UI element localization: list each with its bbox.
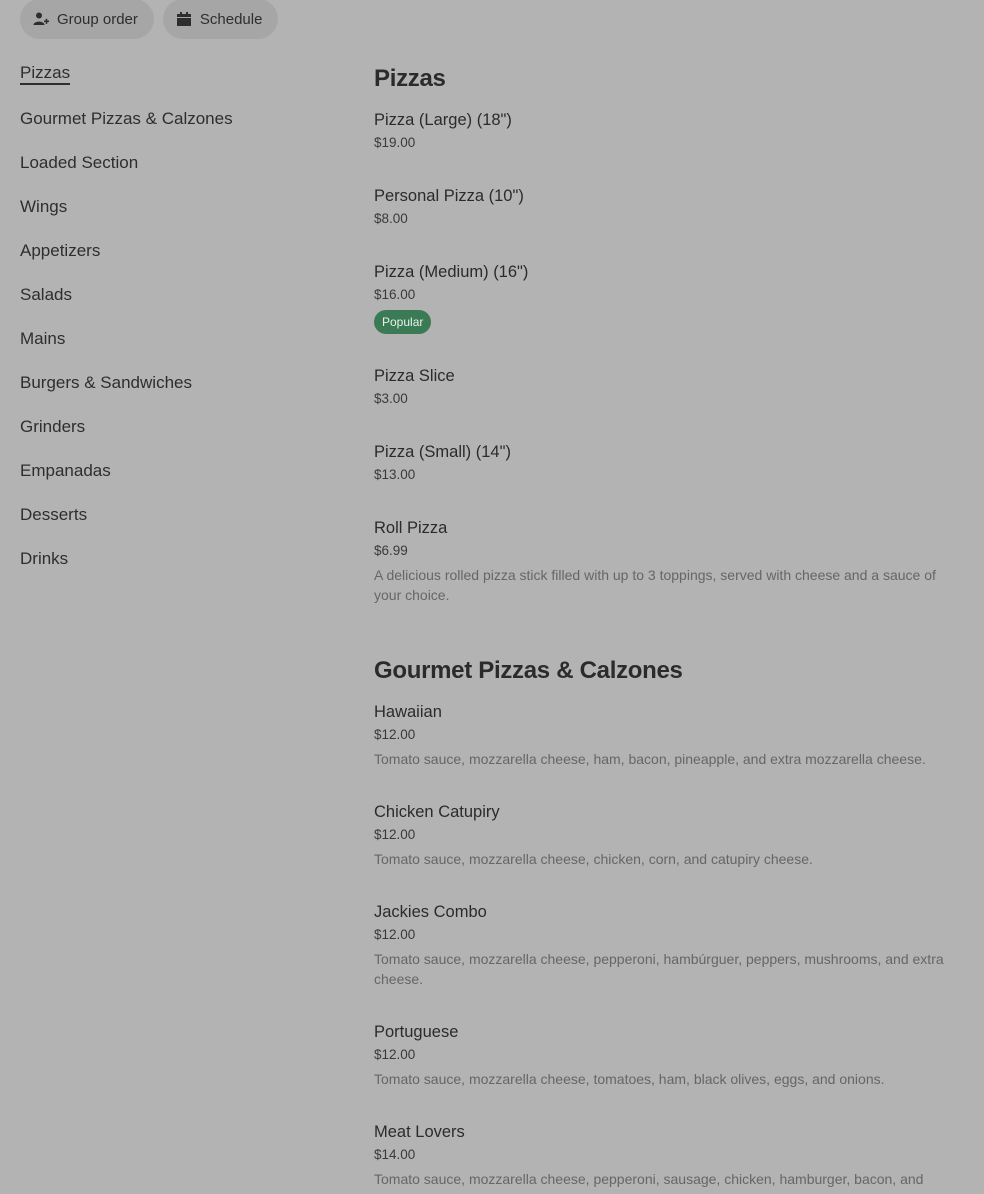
item-price: $6.99	[374, 543, 408, 558]
item-description: Tomato sauce, mozzarella cheese, pepperoni, hambúrguer, peppers, mushrooms, and extra cheese.	[374, 951, 944, 987]
menu-item[interactable]	[374, 800, 964, 900]
schedule-button[interactable]	[163, 0, 279, 39]
item-price: $12.00	[374, 1047, 416, 1062]
item-name: Pizza (Small) (14")	[374, 443, 511, 461]
item-description: Tomato sauce, mozzarella cheese, pepperoni, sausage, chicken, hamburger, bacon, and	[374, 1171, 924, 1187]
sidebar-item-drinks[interactable]: Drinks	[20, 549, 69, 568]
menu-item[interactable]	[374, 1120, 964, 1194]
item-name: Roll Pizza	[374, 519, 448, 537]
item-name: Hawaiian	[374, 703, 442, 721]
item-name: Pizza (Large) (18")	[374, 111, 512, 129]
item-description: Tomato sauce, mozzarella cheese, chicken, corn, and catupiry cheese.	[374, 851, 813, 867]
sidebar-item-pizzas[interactable]: Pizzas	[20, 61, 340, 107]
menu-item[interactable]	[374, 184, 964, 260]
item-price: $16.00	[374, 287, 416, 302]
sidebar-item-salads[interactable]: Salads	[20, 285, 72, 304]
sidebar-item-loaded-section[interactable]: Loaded Section	[20, 153, 139, 172]
popular-badge: Popular	[374, 310, 431, 334]
schedule-label: Schedule	[199, 10, 263, 28]
item-price: $12.00	[374, 727, 416, 742]
sidebar-item-appetizers[interactable]: Appetizers	[20, 241, 101, 260]
item-name: Portuguese	[374, 1023, 459, 1041]
menu-content	[374, 62, 964, 1194]
sidebar-item-gourmet-pizzas[interactable]: Gourmet Pizzas & Calzones	[20, 109, 233, 128]
category-sidebar	[20, 61, 340, 591]
menu-item[interactable]	[374, 700, 964, 800]
group-order-button[interactable]	[20, 0, 154, 39]
menu-item[interactable]	[374, 440, 964, 516]
section-title: Gourmet Pizzas & Calzones	[374, 657, 683, 684]
item-name: Pizza Slice	[374, 367, 455, 385]
item-description: A delicious rolled pizza stick filled with up to 3 toppings, served with cheese and a sauce of your choice.	[374, 567, 936, 603]
menu-item[interactable]	[374, 364, 964, 440]
item-price: $12.00	[374, 827, 416, 842]
add-person-icon	[33, 11, 49, 27]
item-price: $19.00	[374, 135, 416, 150]
item-name: Personal Pizza (10")	[374, 187, 524, 205]
section-pizzas	[374, 62, 964, 654]
item-name: Chicken Catupiry	[374, 803, 500, 821]
item-name: Meat Lovers	[374, 1123, 465, 1141]
menu-item[interactable]	[374, 900, 964, 1020]
menu-item[interactable]	[374, 516, 964, 654]
item-name: Pizza (Medium) (16")	[374, 263, 529, 281]
item-description: Tomato sauce, mozzarella cheese, tomatoes, ham, black olives, eggs, and onions.	[374, 1071, 885, 1087]
item-price: $14.00	[374, 1147, 416, 1162]
section-title: Pizzas	[374, 65, 446, 92]
sidebar-item-mains[interactable]: Mains	[20, 329, 66, 348]
sidebar-item-empanadas[interactable]: Empanadas	[20, 461, 111, 480]
item-price: $13.00	[374, 467, 416, 482]
menu-item[interactable]	[374, 260, 964, 364]
top-actions	[20, 0, 278, 39]
sidebar-item-desserts[interactable]: Desserts	[20, 505, 88, 524]
sidebar-item-wings[interactable]: Wings	[20, 197, 68, 216]
item-price: $8.00	[374, 211, 408, 226]
menu-item[interactable]	[374, 108, 964, 184]
item-price: $12.00	[374, 927, 416, 942]
section-gourmet-pizzas	[374, 654, 964, 1194]
sidebar-item-burgers[interactable]: Burgers & Sandwiches	[20, 373, 192, 392]
menu-item[interactable]	[374, 1020, 964, 1120]
item-name: Jackies Combo	[374, 903, 487, 921]
item-price: $3.00	[374, 391, 408, 406]
sidebar-item-grinders[interactable]: Grinders	[20, 417, 86, 436]
group-order-label: Group order	[57, 10, 138, 28]
item-description: Tomato sauce, mozzarella cheese, ham, bacon, pineapple, and extra mozzarella cheese.	[374, 751, 926, 767]
calendar-icon	[176, 11, 192, 27]
